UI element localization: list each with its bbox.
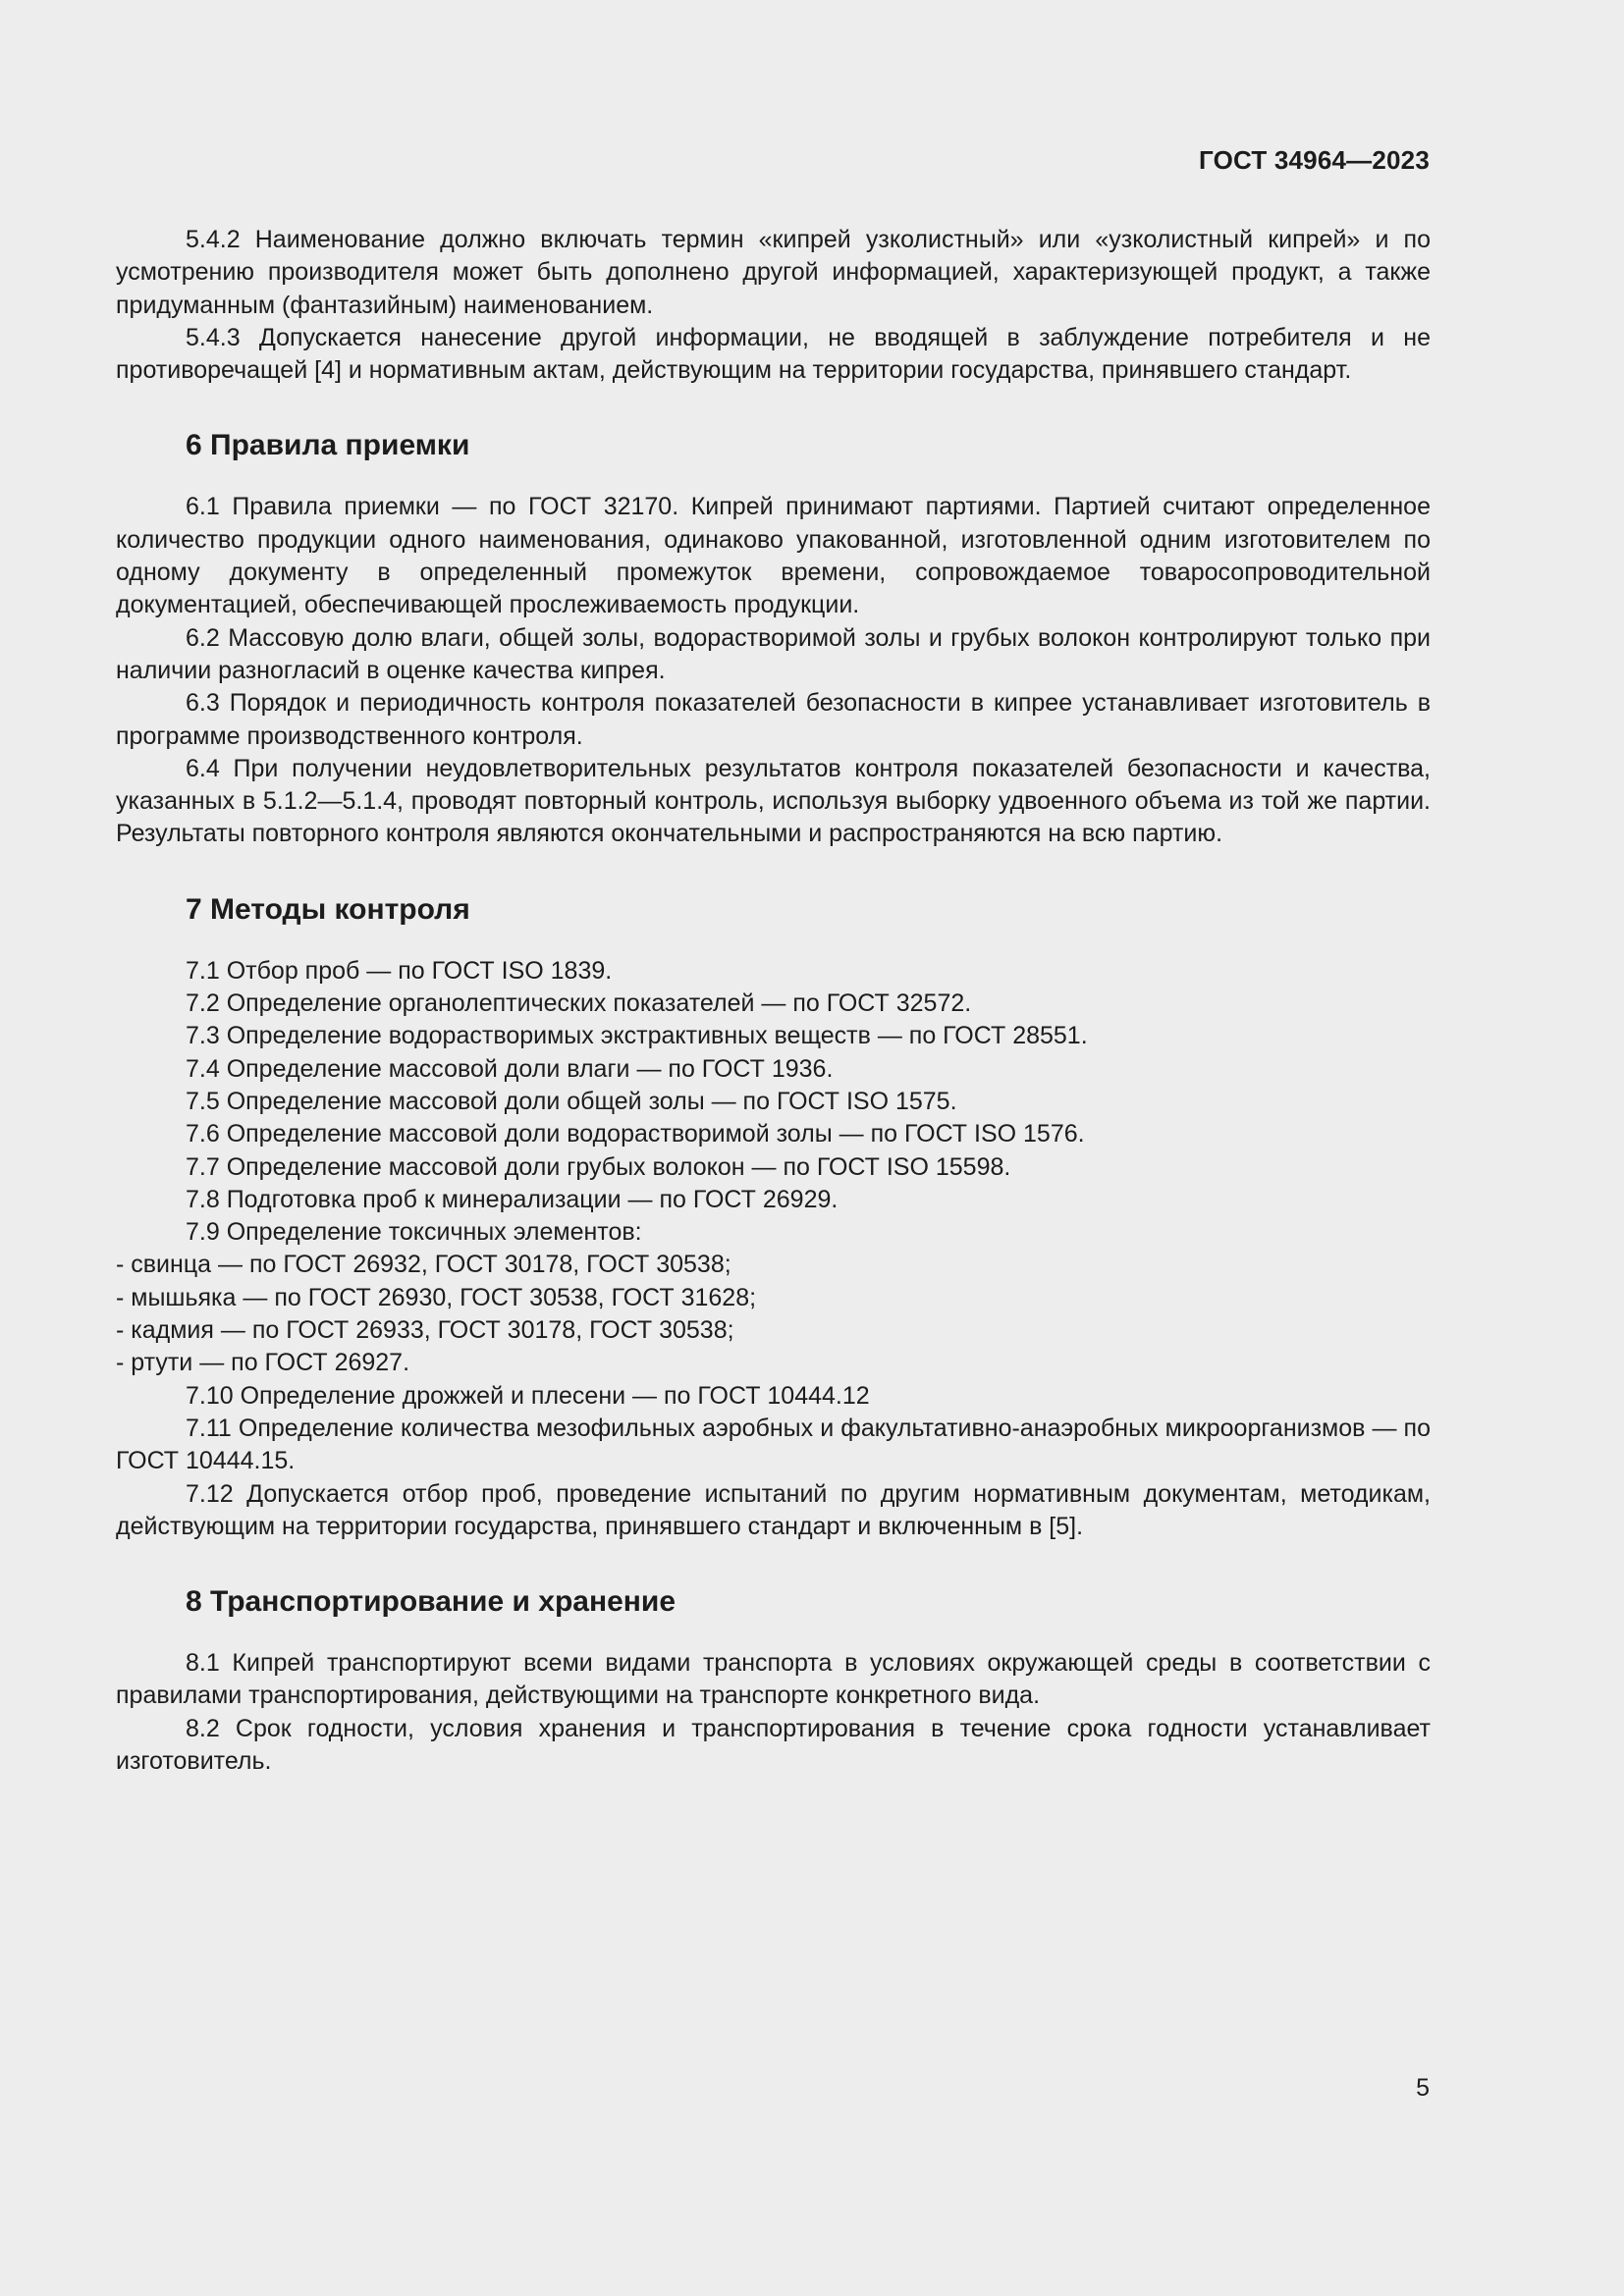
- list-item-cadmium: - кадмия — по ГОСТ 26933, ГОСТ 30178, ГОСТ 30538;: [116, 1316, 734, 1345]
- clause-6-1: 6.1 Правила приемки — по ГОСТ 32170. Кипрей принимают партиями. Партией считают определенное количество продукции одного наименования, одинаково упакованной, изготовленной одним изготовителем по одному документу в определенный промежуток времени, сопровождаемое товаросопроводительной документацией, обеспечивающей прослеживаемость продукции.: [116, 493, 1431, 619]
- document-body: [116, 224, 1431, 1778]
- clause-7-3: 7.3 Определение водорастворимых экстрактивных веществ — по ГОСТ 28551.: [186, 1022, 1088, 1050]
- section-8-title: 8 Транспортирование и хранение: [186, 1585, 677, 1619]
- clause-6-4: 6.4 При получении неудовлетворительных результатов контроля показателей безопасности и качества, указанных в 5.1.2—5.1.4, проводят повторный контроль, используя выборку удвоенного объема из той же партии. Результаты повторного контроля являются окончательными и распространяются на всю партию.: [116, 754, 1431, 848]
- clause-7-4: 7.4 Определение массовой доли влаги — по ГОСТ 1936.: [186, 1054, 834, 1083]
- clause-7-12: 7.12 Допускается отбор проб, проведение испытаний по другим нормативным документам, методикам, действующим на территории государства, принявшего стандарт и включенным в [5].: [116, 1479, 1431, 1540]
- section-6-title: 6 Правила приемки: [186, 429, 470, 462]
- clause-5-4-3: 5.4.3 Допускается нанесение другой информации, не вводящей в заблуждение потребителя и не противоречащей [4] и нормативным актам, действующим на территории государства, принявшего стандарт.: [116, 323, 1431, 385]
- list-item-mercury: - ртути — по ГОСТ 26927.: [116, 1349, 410, 1377]
- clause-7-6: 7.6 Определение массовой доли водорастворимой золы — по ГОСТ ISO 1576.: [186, 1120, 1085, 1148]
- clause-7-8: 7.8 Подготовка проб к минерализации — по ГОСТ 26929.: [186, 1185, 839, 1213]
- clause-7-7: 7.7 Определение массовой доли грубых волокон — по ГОСТ ISO 15598.: [186, 1152, 1011, 1181]
- clause-7-9: 7.9 Определение токсичных элементов:: [186, 1218, 642, 1247]
- clause-8-1: 8.1 Кипрей транспортируют всеми видами транспорта в условиях окружающей среды в соответствии с правилами транспортирования, действующими на транспорте конкретного вида.: [116, 1649, 1431, 1710]
- clause-7-2: 7.2 Определение органолептических показателей — по ГОСТ 32572.: [186, 989, 972, 1018]
- list-item-lead: - свинца — по ГОСТ 26932, ГОСТ 30178, ГОСТ 30538;: [116, 1251, 731, 1279]
- clause-8-2: 8.2 Срок годности, условия хранения и транспортирования в течение срока годности устанавливает изготовитель.: [116, 1714, 1431, 1775]
- page-number: 5: [1416, 2074, 1430, 2102]
- clause-7-1: 7.1 Отбор проб — по ГОСТ ISO 1839.: [186, 956, 613, 985]
- clause-6-3: 6.3 Порядок и периодичность контроля показателей безопасности в кипрее устанавливает изготовитель в программе производственного контроля.: [116, 689, 1431, 750]
- clause-7-5: 7.5 Определение массовой доли общей золы — по ГОСТ ISO 1575.: [186, 1087, 957, 1115]
- clause-6-2: 6.2 Массовую долю влаги, общей золы, водорастворимой золы и грубых волокон контролируют только при наличии разногласий в оценке качества кипрея.: [116, 623, 1431, 684]
- list-item-arsenic: - мышьяка — по ГОСТ 26930, ГОСТ 30538, ГОСТ 31628;: [116, 1283, 757, 1311]
- document-header: ГОСТ 34964—2023: [1199, 145, 1430, 175]
- clause-7-10: 7.10 Определение дрожжей и плесени — по ГОСТ 10444.12: [186, 1381, 870, 1410]
- section-7-title: 7 Методы контроля: [186, 892, 470, 926]
- clause-7-11: 7.11 Определение количества мезофильных аэробных и факультативно-анаэробных микроорганизмов — по ГОСТ 10444.15.: [116, 1414, 1431, 1475]
- clause-5-4-2: 5.4.2 Наименование должно включать термин «кипрей узколистный» или «узколистный кипрей» и по усмотрению производителя может быть дополнено другой информацией, характеризующей продукт, а также придуманным (фантазийным) наименованием.: [116, 226, 1431, 319]
